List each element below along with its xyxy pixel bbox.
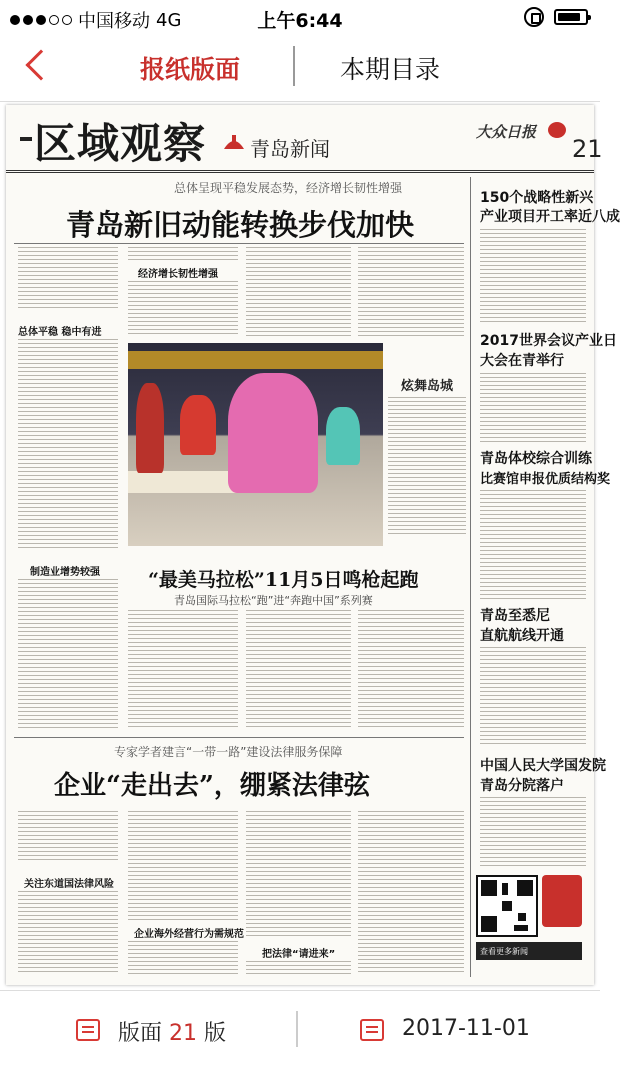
page-selector-number: 21	[169, 1021, 198, 1046]
story2-headline: “最美马拉松”11月5日鸣枪起跑	[148, 569, 419, 591]
battery-icon	[554, 9, 588, 25]
story1-lead-text	[18, 247, 118, 309]
rule	[470, 177, 471, 977]
sidebar-headline-1b: 产业项目开工率近八成	[480, 209, 620, 225]
sidebar-headline-5b: 青岛分院落户	[480, 778, 564, 794]
sidebar-headline-4b: 直航航线开通	[480, 628, 564, 644]
story3-body-col2a	[128, 811, 238, 921]
dancer-figure	[136, 383, 164, 473]
story2-body-col3	[358, 610, 464, 730]
app-logo-icon	[542, 875, 582, 927]
story2-body-col1	[128, 610, 238, 730]
story3-lead-text	[18, 811, 118, 863]
story1-subhead-3: 制造业增势较强	[30, 567, 100, 578]
nav-bar	[0, 34, 600, 102]
tab-contents[interactable]: 本期目录	[340, 55, 441, 84]
newspaper-brand: 大众日报	[476, 123, 537, 141]
story1-headline: 青岛新旧动能转换步伐加快	[66, 208, 415, 242]
dance-photo[interactable]	[128, 343, 383, 546]
status-bar	[0, 0, 600, 34]
sidebar-headline-2b: 大会在青举行	[480, 353, 564, 369]
story1-subhead-2: 总体平稳 稳中有进	[18, 327, 102, 338]
story3-subhead-2: 企业海外经营行为需规范	[134, 929, 244, 940]
network-type: 4G	[156, 9, 182, 31]
sidebar-story-3	[480, 490, 586, 600]
page-selector[interactable]	[118, 1016, 226, 1047]
story1-body-col1b	[18, 579, 118, 729]
dancer-figure	[228, 373, 318, 493]
sidebar-headline-5a: 中国人民大学国发院	[480, 758, 606, 774]
story1-body-col2b	[128, 281, 238, 337]
bottom-bar	[0, 990, 600, 1068]
brand-logo-icon	[548, 122, 566, 138]
story1-body-col4	[358, 247, 464, 337]
section-subtitle: 青岛新闻	[250, 137, 330, 161]
page-number: 21	[572, 135, 603, 163]
story1-body-col2a	[128, 247, 238, 261]
sidebar-headline-4a: 青岛至悉尼	[480, 608, 550, 624]
bottom-divider	[296, 1011, 298, 1047]
sidebar-headline-1a: 150个战略性新兴	[480, 190, 594, 206]
story3-body-col3a	[246, 811, 351, 939]
story3-subhead-3: 把法律“请进来”	[262, 949, 336, 960]
photo-caption-text	[388, 397, 466, 537]
rotation-lock-icon	[524, 7, 544, 27]
sidebar-story-5	[480, 797, 586, 867]
story1-body-col3	[246, 247, 351, 337]
battery-level	[558, 13, 580, 21]
page-selector-suffix: 版	[204, 1021, 227, 1046]
sidebar-headline-3b: 比赛馆申报优质结构奖	[480, 472, 611, 487]
story3-body-col4	[358, 811, 464, 975]
story1-subhead-1: 经济增长韧性增强	[138, 269, 218, 280]
story2-body-col2	[246, 610, 351, 730]
photo-banner	[128, 351, 383, 369]
qingdao-landmark-icon	[221, 129, 247, 155]
dancer-figure	[180, 395, 216, 455]
story3-body-col2b	[128, 941, 238, 975]
page-masthead	[6, 105, 603, 173]
sidebar-headline-3a: 青岛体校综合训练	[480, 451, 592, 467]
carrier-name: 中国移动	[78, 11, 150, 32]
story3-body-col1	[18, 891, 118, 975]
page-list-icon[interactable]	[76, 1019, 100, 1041]
qr-code-icon	[476, 875, 538, 937]
masthead-dash	[20, 137, 32, 141]
rule	[14, 243, 464, 244]
page-selector-prefix: 版面	[118, 1021, 163, 1046]
sidebar-story-4	[480, 647, 586, 747]
rule	[14, 737, 464, 738]
nav-divider	[293, 46, 295, 86]
qr-caption: 查看更多新闻	[476, 942, 582, 960]
clock: 上午6:44	[257, 10, 343, 32]
story3-headline: 企业“走出去”，绷紧法律弦	[54, 771, 370, 801]
back-chevron-icon[interactable]	[25, 49, 56, 80]
story1-body-col1	[18, 339, 118, 549]
story3-body-col3b	[246, 961, 351, 975]
story2-subhead: 青岛国际马拉松“跑”进“奔跑中国”系列赛	[174, 594, 373, 607]
newspaper-page-image[interactable]	[6, 105, 620, 985]
sidebar-story-2	[480, 373, 586, 443]
sidebar-story-1	[480, 229, 586, 325]
story3-kicker: 专家学者建言“一带一路”建设法律服务保障	[114, 745, 343, 759]
sidebar-headline-2a: 2017世界会议产业日	[480, 333, 617, 349]
dancer-figure	[326, 407, 360, 465]
story3-subhead-1: 关注东道国法律风险	[24, 879, 114, 890]
section-title: 区域观察	[34, 119, 207, 168]
calendar-icon[interactable]	[360, 1019, 384, 1041]
photo-caption-title: 炫舞岛城	[401, 379, 454, 394]
date-selector[interactable]: 2017-11-01	[402, 1016, 530, 1041]
tab-newspaper-page[interactable]: 报纸版面	[140, 55, 241, 84]
story1-kicker: 总体呈现平稳发展态势，经济增长韧性增强	[174, 181, 403, 195]
